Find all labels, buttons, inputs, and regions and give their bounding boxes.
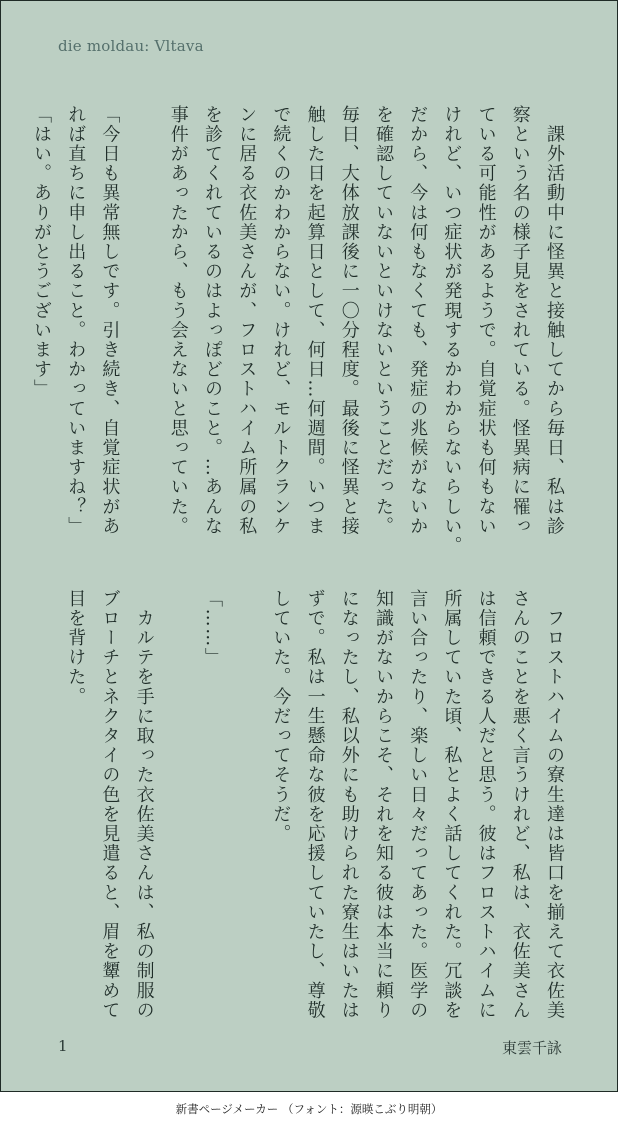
generator-caption: 新書ページメーカー （フォント：源暎こぶり明朝） <box>175 1102 443 1116</box>
upper-block-line: 毎日、大体放課後に一〇分程度。最後に怪異と接 <box>338 105 360 537</box>
lower-block-line: ずで。私は一生懸命な彼を応援していたし、尊敬 <box>304 589 326 1021</box>
lower-block-line: カルテを手に取った衣佐美さんは、私の制服の <box>133 589 155 1021</box>
lower-block-line: 知識がないからこそ、それを知る彼は本当に頼り <box>373 589 394 1021</box>
upper-block-line: で続くのかわからない。けれど、モルトクランケ <box>270 105 292 537</box>
upper-block-line: けれど、いつ症状が発現するかわからないらしい。 <box>441 105 463 556</box>
upper-block-line: ンに居る衣佐美さんが、フロストハイム所属の私 <box>236 105 258 537</box>
upper-block-line: 察という名の様子見をされている。怪異病に罹っ <box>509 105 531 537</box>
upper-block-line: 「はい。ありがとうございます」 <box>31 105 52 399</box>
lower-block-line: していた。今だってそうだ。 <box>270 589 292 844</box>
upper-block-line: 触した日を起算日として、何日…何週間。いつま <box>304 105 326 537</box>
lower-block-line: 所属していた頃、私とよく話してくれた。冗談を <box>441 589 463 1021</box>
upper-block-line: を診てくれているのはよっぽどのこと。…あんな <box>202 105 223 537</box>
upper-block-line: を確認していないといけないということだった。 <box>373 105 394 537</box>
lower-block-line: になったし、私以外にも助けられた寮生はいたは <box>338 589 360 1021</box>
lower-block-line: ブローチとネクタイの色を見遣ると、眉を顰めて <box>99 589 121 1021</box>
upper-block-line: 「今日も異常無しです。引き続き、自覚症状があ <box>99 105 121 537</box>
upper-block-line: 課外活動中に怪異と接触してから毎日、私は診 <box>544 105 565 537</box>
upper-block-line: れば直ちに申し出ること。わかっていますね？」 <box>65 105 87 537</box>
upper-block-line: ている可能性があるようで。自覚症状も何もない <box>475 105 497 537</box>
lower-block-line: フロストハイムの寮生達は皆口を揃えて衣佐美 <box>544 589 565 1021</box>
author-name: 東雲千詠 <box>501 1039 562 1057</box>
page-number: 1 <box>58 1037 68 1055</box>
lower-block-line: 言い合ったり、楽しい日々だってあった。医学の <box>407 589 429 1021</box>
lower-block-line: 目を背けた。 <box>65 589 87 707</box>
lower-block-line: は信頼できる人だと思う。彼はフロストハイムに <box>475 589 497 1021</box>
lower-block-line: 「……」 <box>202 589 223 668</box>
upper-block-line: 事件があったから、もう会えないと思っていた。 <box>167 105 189 537</box>
upper-block-line: だから、今は何もなくても、発症の兆候がないか <box>407 105 429 537</box>
lower-block-line: さんのことを悪く言うけれど、私は、衣佐美さん <box>509 589 531 1021</box>
running-header: die moldau: Vltava <box>58 37 204 55</box>
